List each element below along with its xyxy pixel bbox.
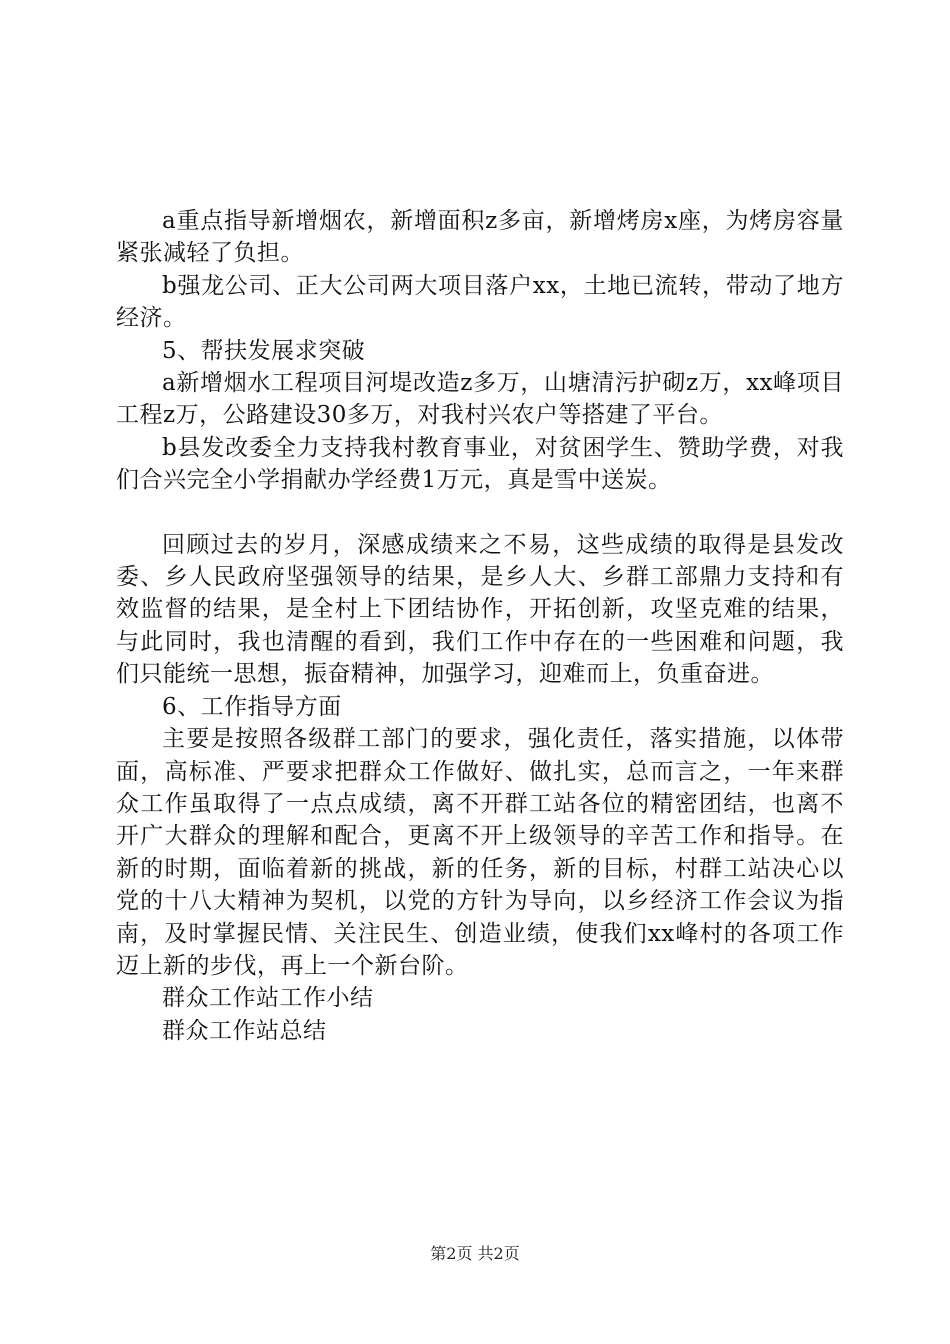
document-body [116, 205, 844, 1047]
section-heading-5: 5、帮扶发展求突破 [162, 337, 366, 364]
section-heading-6: 6、工作指导方面 [162, 693, 342, 720]
paragraph-projects-settled: b强龙公司、正大公司两大项目落户xx，土地已流转，带动了地方经济。 [116, 272, 844, 332]
related-title-1: 群众工作站工作小结 [162, 985, 374, 1012]
paragraph-work-guidance: 主要是按照各级群工部门的要求，强化责任，落实措施，以体带面，高标准、严要求把群众工作做好、做扎实，总而言之，一年来群众工作虽取得了一点点成绩，离不开群工站各位的精密团结，也离不开广大群众的理解和配合，更离不开上级领导的辛苦工作和指导。在新的时期，面临着新的挑战，新的任务，新的目标，村群工站决心以党的十八大精神为契机，以党的方针为导向，以乡经济工作会议为指南，及时掌握民情、关注民生、创造业绩，使我们xx峰村的各项工作迈上新的步伐，再上一个新台阶。 [116, 726, 844, 979]
page-number-footer: 第2页 共2页 [430, 1244, 520, 1263]
paragraph-review: 回顾过去的岁月，深感成绩来之不易，这些成绩的取得是县发改委、乡人民政府坚强领导的结果，是乡人大、乡群工部鼎力支持和有效监督的结果，是全村上下团结协作，开拓创新，攻坚克难的结果，与此同时，我也清醒的看到，我们工作中存在的一些困难和问题，我们只能统一思想，振奋精神，加强学习，迎难而上，负重奋进。 [116, 531, 844, 688]
paragraph-education-support: b县发改委全力支持我村教育事业，对贫困学生、赞助学费，对我们合兴完全小学捐献办学经费1万元，真是雪中送炭。 [116, 434, 844, 494]
paragraph-water-projects: a新增烟水工程项目河堤改造z多万，山塘清污护砌z万，xx峰项目工程z万，公路建设30多万，对我村兴农户等搭建了平台。 [116, 370, 844, 429]
paragraph-gap [116, 497, 844, 529]
paragraph-new-tobacco-farmers: a重点指导新增烟农，新增面积z多亩，新增烤房x座，为烤房容量紧张减轻了负担。 [116, 208, 844, 267]
related-title-2: 群众工作站总结 [162, 1017, 327, 1044]
